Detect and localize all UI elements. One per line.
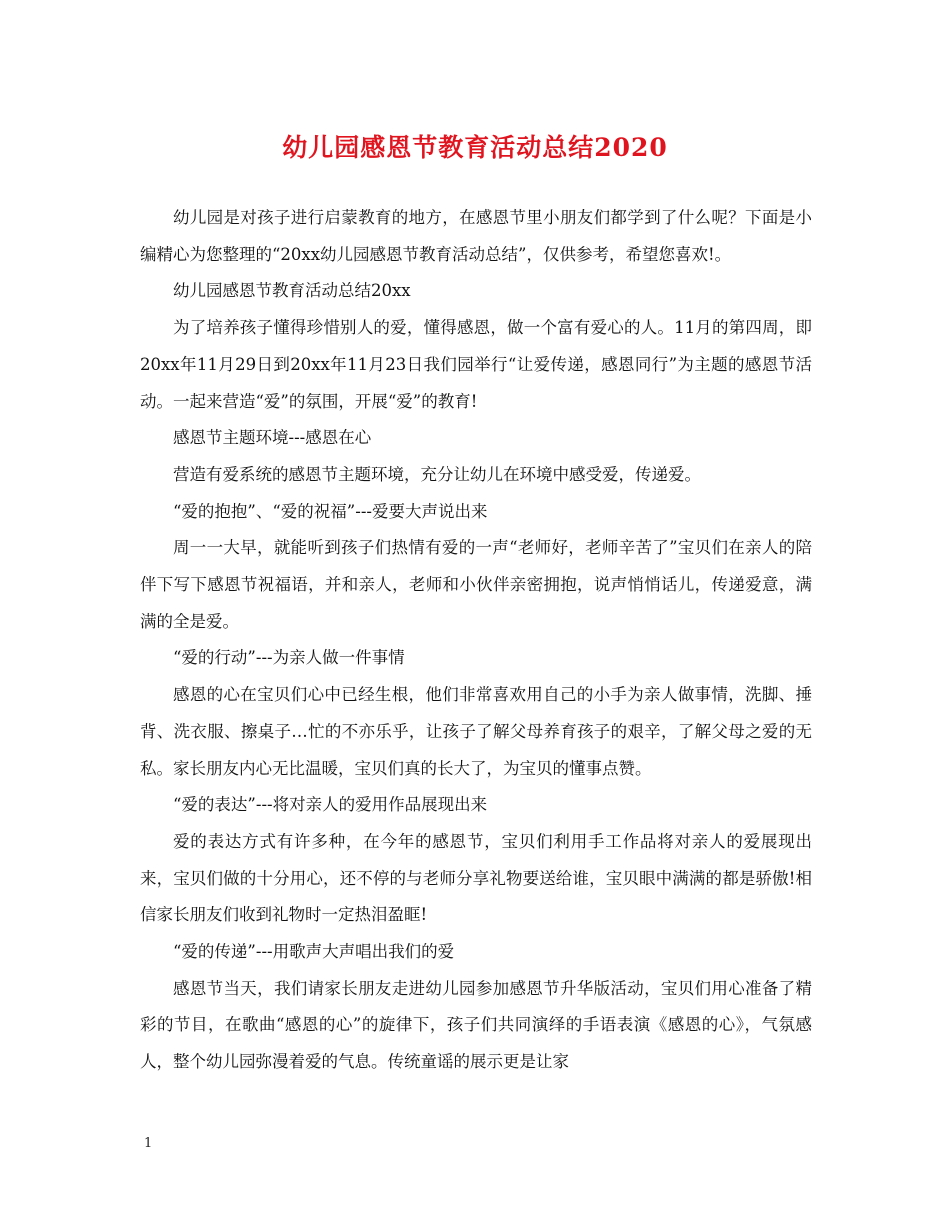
page-number: 1 [144,1136,153,1151]
paragraph-expression: 爱的表达方式有许多种，在今年的感恩节，宝贝们利用手工作品将对亲人的爱展现出来，宝贝们做的十分用心，还不停的与老师分享礼物要送给谁，宝贝眼中满满的都是骄傲!相信家长朋友们收到礼物时一定热泪盈眶! [140,831,812,925]
paragraph-passing: 感恩节当天，我们请家长朋友走进幼儿园参加感恩节升华版活动，宝贝们用心准备了精彩的节目，在歌曲“感恩的心”的旋律下，孩子们共同演绎的手语表演《感恩的心》，气氛感人，整个幼儿园弥漫着爱的气息。传统童谣的展示更是让家 [140,978,812,1072]
paragraph-intro: 幼儿园是对孩子进行启蒙教育的地方，在感恩节里小朋友们都学到了什么呢？下面是小编精心为您整理的“20xx幼儿园感恩节教育活动总结”，仅供参考，希望您喜欢!。 [140,208,812,264]
paragraph-environment: 营造有爱系统的感恩节主题环境，充分让幼儿在环境中感受爱，传递爱。 [173,464,701,484]
paragraph-hug: 周一一大早，就能听到孩子们热情有爱的一声“老师好，老师辛苦了”宝贝们在亲人的陪伴下写下感恩节祝福语，并和亲人，老师和小伙伴亲密拥抱，说声悄悄话儿，传递爱意，满满的全是爱。 [140,538,812,631]
paragraph-action: 感恩的心在宝贝们心中已经生根，他们非常喜欢用自己的小手为亲人做事情，洗脚、捶背、洗衣服、擦桌子…忙的不亦乐乎，让孩子了解父母养育孩子的艰辛，了解父母之爱的无私。家长朋友内心无比温暖，宝贝们真的长大了，为宝贝的懂事点赞。 [140,685,812,778]
section-heading-expression: “爱的表达”---将对亲人的爱用作品展现出来 [173,795,488,815]
paragraph-purpose: 为了培养孩子懂得珍惜别人的爱，懂得感恩，做一个富有爱心的人。11月的第四周，即20xx年11月29日到20xx年11月23日我们园举行“让爱传递，感恩同行”为主题的感恩节活动。一起来营造“爱”的氛围，开展“爱”的教育! [140,318,812,411]
section-heading-action: “爱的行动”---为亲人做一件事情 [173,648,405,668]
section-heading-hug: “爱的抱抱”、“爱的祝福”---爱要大声说出来 [173,501,488,521]
paragraph-subtitle: 幼儿园感恩节教育活动总结20xx [173,281,411,301]
document-title: 幼儿园感恩节教育活动总结2020 [282,133,668,162]
section-heading-environment: 感恩节主题环境---感恩在心 [173,428,372,448]
section-heading-passing: “爱的传递”---用歌声大声唱出我们的爱 [173,942,455,962]
document-body [140,200,812,1081]
